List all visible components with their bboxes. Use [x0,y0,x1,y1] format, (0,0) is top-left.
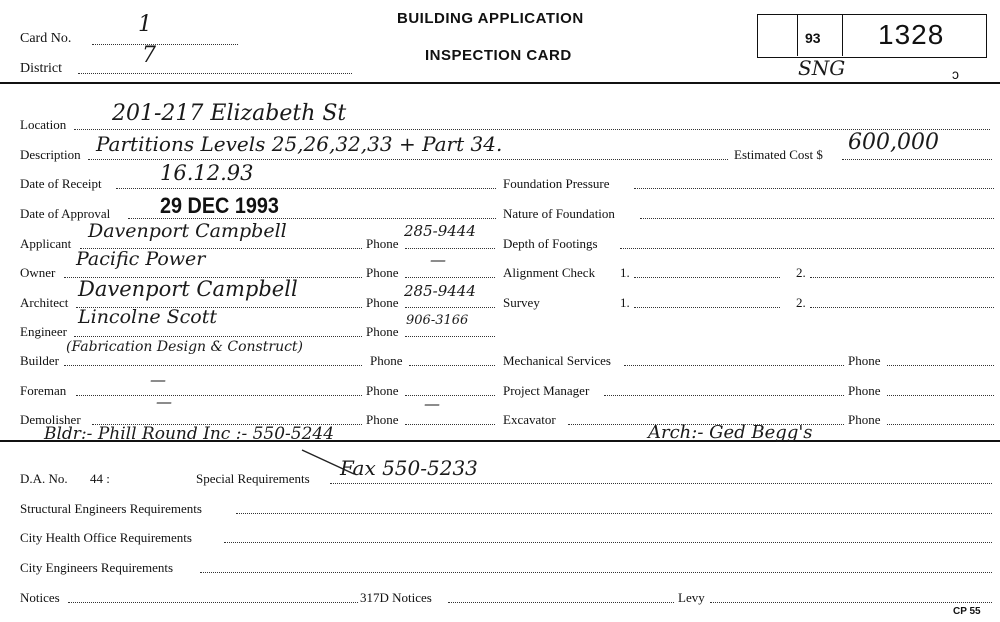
owner-phone-line [405,277,495,278]
survey-line2 [810,307,994,308]
tick-mark: ↄ [952,66,959,82]
nature-foundation-label: Nature of Foundation [503,206,615,221]
architect-value: Davenport Campbell [78,277,298,301]
mechanical-phone-label: Phone [848,353,881,368]
project-manager-label: Project Manager [503,383,590,398]
foreman-value: — [150,370,166,389]
builder-label: Builder [20,353,59,368]
description-label: Description [20,147,81,162]
header-rule [0,82,1000,84]
city-engineers-line [200,572,992,573]
approval-label: Date of Approval [20,206,111,221]
notices-317d-label: 317D Notices [360,590,432,605]
card-number-big: 1328 [878,19,945,50]
structural-label: Structural Engineers Requirements [20,501,202,516]
title-line2: INSPECTION CARD [425,47,572,64]
depth-footings-label: Depth of Footings [503,236,598,251]
builder-phone-line [409,365,495,366]
fax-note: Fax 550-5233 [340,456,478,480]
survey-num2: 2. [796,295,806,310]
excavator-label: Excavator [503,412,556,427]
foreman-phone-label: Phone [366,383,399,398]
survey-num1: 1. [620,295,630,310]
demolisher-value: — [156,392,172,411]
project-manager-phone-label: Phone [848,383,881,398]
district-line [78,73,352,74]
estimated-cost-value: 600,000 [848,130,939,155]
health-line [224,542,992,543]
special-requirements-line [330,483,992,484]
architect-phone-label: Phone [366,295,399,310]
demolisher-phone-line [405,424,495,425]
location-value: 201-217 Elizabeth St [112,101,347,126]
nature-foundation-line [640,218,994,219]
engineer-label: Engineer [20,324,67,339]
card-no-label: Card No. [20,31,72,46]
builder-note: Bldr:- Phill Round Inc :- 550-5244 [44,424,335,444]
alignment-line2 [810,277,994,278]
mechanical-label: Mechanical Services [503,353,611,368]
architect-label: Architect [20,295,69,310]
health-label: City Health Office Requirements [20,530,192,545]
architect-phone: 285-9444 [404,282,476,300]
demolisher-phone: — [424,394,440,413]
da-no-label: D.A. No. [20,471,68,486]
applicant-phone-line [405,248,495,249]
district-label: District [20,61,62,76]
applicant-phone-label: Phone [366,236,399,251]
alignment-check-label: Alignment Check [503,265,596,280]
structural-line [236,513,992,514]
title-line1: BUILDING APPLICATION [397,10,584,27]
depth-footings-line [620,248,994,249]
description-value: Partitions Levels 25,26,32,33 + Part 34. [96,132,503,156]
engineer-phone: 906-3166 [406,313,469,328]
builder-line [64,365,362,366]
alignment-line1 [634,277,780,278]
engineer-line [74,336,362,337]
applicant-label: Applicant [20,236,72,251]
project-manager-phone-line [887,395,994,396]
card-number-box [757,14,987,58]
receipt-value: 16.12.93 [160,161,254,185]
description-line [88,159,728,160]
owner-value: Pacific Power [76,248,206,270]
estimated-cost-label: Estimated Cost $ [734,147,823,162]
survey-line1 [634,307,780,308]
card-no-line [92,44,238,45]
district-value: 7 [142,43,156,68]
form-code: CP 55 [953,606,981,617]
special-requirements-label: Special Requirements [196,471,310,486]
builder-value: (Fabrication Design & Construct) [66,339,304,355]
engineer-phone-label: Phone [366,324,399,339]
mechanical-line [624,365,844,366]
city-engineers-label: City Engineers Requirements [20,560,174,575]
architect-note: Arch:- Ged Begg's [648,422,813,443]
project-manager-line [604,395,844,396]
location-label: Location [20,117,67,132]
receipt-line [116,188,496,189]
card-number-small: 93 [805,30,821,46]
engineer-phone-line [405,336,495,337]
applicant-phone: 285-9444 [404,222,476,240]
excavator-phone-line [887,424,994,425]
foreman-phone-line [405,395,495,396]
owner-phone-label: Phone [366,265,399,280]
applicant-value: Davenport Campbell [88,220,287,242]
owner-label: Owner [20,265,56,280]
engineer-value: Lincolne Scott [78,306,217,328]
alignment-num2: 2. [796,265,806,280]
notices-line [68,602,358,603]
foundation-pressure-line [634,188,994,189]
levy-label: Levy [678,590,705,605]
receipt-label: Date of Receipt [20,176,102,191]
mechanical-phone-line [887,365,994,366]
foreman-label: Foreman [20,383,67,398]
da-no-value: 44 : [90,471,110,486]
foreman-line [76,395,362,396]
alignment-num1: 1. [620,265,630,280]
demolisher-label: Demolisher [20,412,81,427]
survey-label: Survey [503,295,540,310]
demolisher-phone-label: Phone [366,412,399,427]
card-no-value: 1 [138,12,152,37]
architect-phone-line [405,307,495,308]
notices-label: Notices [20,590,60,605]
builder-phone-label: Phone [370,353,403,368]
notices-317d-line [448,602,674,603]
approval-stamp: 29 DEC 1993 [160,193,279,218]
initials: SNG [798,56,846,80]
excavator-phone-label: Phone [848,412,881,427]
estimated-cost-line [842,159,992,160]
owner-phone: — [430,250,446,269]
foundation-pressure-label: Foundation Pressure [503,176,610,191]
levy-line [710,602,992,603]
